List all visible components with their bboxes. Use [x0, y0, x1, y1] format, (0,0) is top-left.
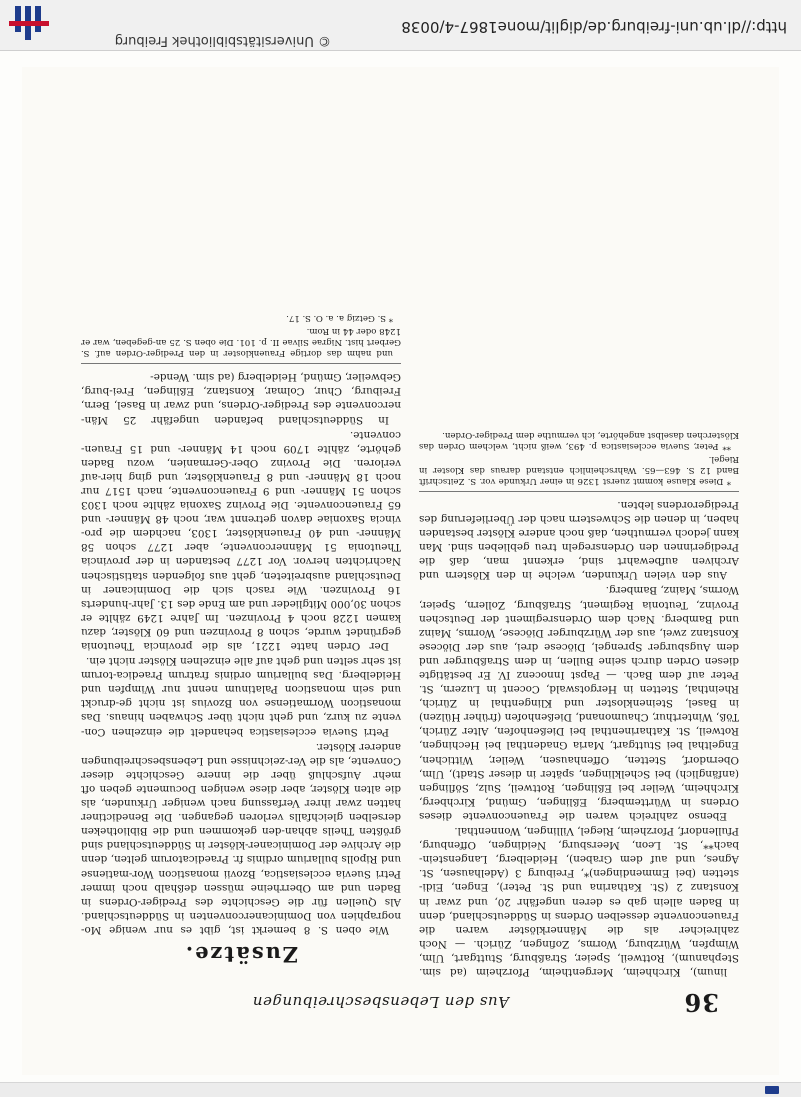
paragraph: Ebenso zahlreich waren die Frauenconvente dieses Ordens in Württemberg, Eßlingen, Gmünd, Kirchberg, Kirchheim, Weiler bei Eßlingen, Rottweil, Sulz, Söflingen (anfänglich) bei Schelklingen, später in dieser Stadt), Ulm, Oberndorf, Stetten, Offenhausen, Weiler, Wittichen, Engelthal bei Stuttgart, Maria Gnadenthal bei Hechingen, Rotweil, St. Katharinenthal bei Dießenhofen, Alter Zürich, Töß, Winterthur, Chaumonand, Dießenhofen (früher Hülzen) in Basel, Steinenkloster und Klingenthal in Zürich, Rheinthal, Stetten in Hergotswald, Cocent in Luzern, St. Peter auf dem Bach. — Papst Innocenz IV. Er bestätigte diesen Orden durch seine Bullen, in dem Straßburger und dem Augsburger Sprengel, Diöcese drei, aus der Diöcese Konstanz zwei, aus der Würzburger Diöcese, Worms, Mainz und Bamberg. Nach dem Ordensregiment der Deutschen Provinz, Teutonia Regiment, Straßburg, Zollern, Speier, Worms, Mainz, Bamberg. — [419, 584, 739, 822]
paragraph: Petri Suevia ecclesiastica behandelt die einzelnen Con-vente zu kurz, und geht nicht über Schwaben hinaus. Das monasticon Wormatiense von Bzovius ist nicht ge-druckt und sein monasticon Palatinum nennt nur Wimpfen und Heidelberg. Das bullarium ordinis fratrum Praedica-torum ist sehr selten und geht auf alle einzelnen Klöster nicht ein. — [81, 655, 401, 738]
paragraph: linum), Kirchheim, Mergentheim, Pforzheim (ad sim. Stephanum), Rottweil, Speier, Straßburg, Stuttgart, Ulm, Wimpfen, Würzburg, Worms, Zofingen, Zürich. — Noch zahlreicher als die Männerklöster waren die Frauenconvente desselben Ordens in Süddeutschland, denn in Baden allein gab es deren ungefähr 20, und zwar in Konstanz 2 (St. Katharina und St. Peter), Engen, Eidi-stetten (bei Emmendingen)*, Freiburg 3 (Adelhausen, St. Agnes, und auf dem Graben), Heidelberg, Langenstein-bach**, St. Leon, Meersburg, Neidingen, Offenburg, Pfullendorf, Pforzheim, Riegel, Villingen, Wonnenthal. — [419, 825, 739, 978]
paragraph: Wie oben S. 8 bemerkt ist, gibt es nur wenige Mo-nographien von Dominicanerconventen in Süddeutschland. Als Quellen für die Geschichte des Prediger-Ordens in Baden und am Oberrheine müssen deßhalb noch immer Petri Suevia ecclesiastica, Bzovii monasticon Wor-matiense und Ripolls bullarium ordinis fr. Praedicatorum gelten, denn die Archive der Dominicaner-klöster in Süddeutschland sind größten Theils abhan-den gekommen und die Bibliotheken derselben gleichfalls verloren gegangen. Die Benedictiner hatten zwar ihrer Verfassung nach weniger Urkunden, als die alten Klöster, aber diese wenigen Documente geben oft mehr Aufschluß über die innere Geschichte dieser Convente, als die Ver-zeichnisse und Lebensbeschreibungen anderer Klöster. — [81, 740, 401, 936]
paragraph: Aus den vielen Urkunden, welche in den Klöstern und Archiven aufbewahrt sind, erkennt man, daß die Predigerinnen den Ordensregeln treu geblieben sind. Man kann jedoch vermuthen, daß noch andere Klöster bestanden haben, in denen die Schwestern nach der Überlieferung des Predigerordens lebten. — [419, 498, 739, 582]
page-header — [59, 989, 719, 1017]
scanned-page — [22, 67, 779, 1075]
footnote: ** Peter, Suevia ecclesiastica p. 493, weiß nicht, welchem Orden das Klösterchen daselbst angehörte, ich vermuthe dem Prediger-Orden. — [419, 429, 739, 451]
footnote: und nahm das dortige Frauenkloster in den Prediger-Orden auf. S. Gerbert hist. Nigrae Silvae II. p. 101. Die oben S. 25 an-gegeben, war er 1248 oder 44 in Rom. — [81, 326, 401, 359]
top-toolbar-strip — [0, 1082, 801, 1097]
copyright-notice: © Universitätsbibliothek Freiburg — [114, 33, 331, 48]
left-column — [419, 427, 739, 979]
toolbar-marker-icon — [765, 1086, 779, 1094]
footnotes-right — [81, 312, 401, 364]
running-head: Aus den Lebensbeschreibungen — [252, 993, 509, 1011]
section-title: Zusätze. — [183, 942, 299, 967]
source-url-link[interactable]: http://dl.ub.uni-freiburg.de/diglit/mone1867-4/0038 — [401, 18, 787, 36]
paragraph: Der Orden hatte 1221, als die provincia Theutonia gegründet wurde, schon 8 Provinzen und 60 Klöster, dazu kamen 1228 noch 4 Provinzen. Im Jahre 1249 zählte er schon 30,000 Mitglieder und am Ende des 13. Jahr-hunderts 16 Provinzen. Wie rasch sich die Dominicaner in Deutschland ausbreiteten, geht aus folgenden statistischen Nachrichten hervor. Vor 1277 bestanden in der provincia Theutonia 51 Männerconvente, aber 1277 schon 58 Männer- und 40 Frauenklöster, 1303, nachdem die pro-vincia Saxoniae davon getrennt war, noch 48 Männer- und 65 Frauenconvente. Die Provinz Saxonia zählte noch 1303 schon 51 Männer- und 9 Frauenconvente, nach 1517 nur noch 18 Männer- und 8 Frauenklöster, und ging hier-auf verloren. Die Provinz Ober-Germanien, wozu Baden gehörte, zählte 1709 noch 14 Männer- und 15 Frauen-convente. — [81, 428, 401, 653]
page-number: 36 — [683, 988, 719, 1017]
footnotes-left — [419, 429, 739, 492]
source-bar — [0, 0, 801, 51]
footnote: * S. Getzig a. a. O. S. 17. — [286, 313, 393, 324]
paragraph: In Süddeutschland befanden ungefähr 25 Män-nerconvente des Prediger-Ordens, und zwar in Basel, Bern, Freiburg, Chur, Colmar, Konstanz, Eßlingen, Frei-burg, Gebweiler, Gmünd, Heidelberg (ad sim. Wende- — [81, 371, 401, 426]
right-column — [81, 310, 401, 979]
library-logo-icon — [9, 6, 49, 40]
footnote: * Diese Klause kommt zuerst 1326 in einer Urkunde vor. S. Zeitschrift Band 12 S. 463—65. Wahrscheinlich entstand daraus das Kloster in Riegel. — [419, 453, 739, 486]
